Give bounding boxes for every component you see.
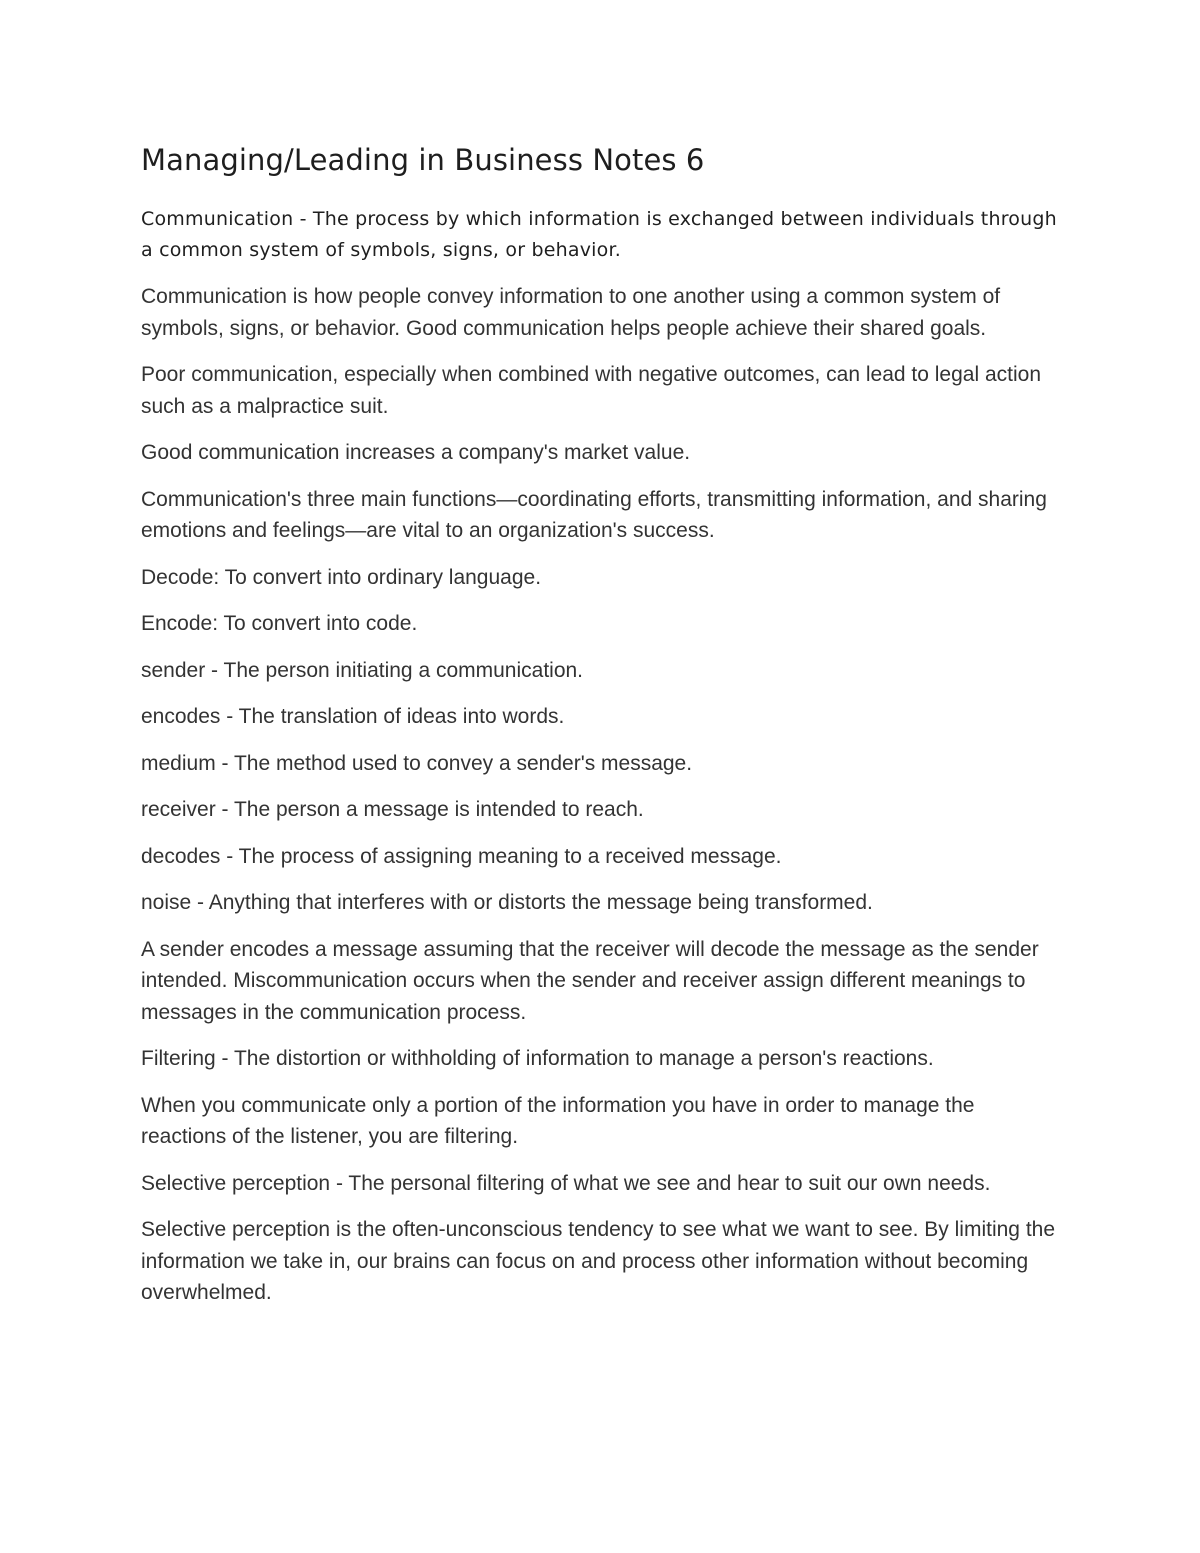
paragraph: Selective perception - The personal filtering of what we see and hear to suit our own needs. (141, 1171, 991, 1195)
paragraph: medium - The method used to convey a sender's message. (141, 751, 693, 775)
paragraph: Decode: To convert into ordinary language. (141, 565, 542, 589)
paragraph: When you communicate only a portion of the information you have in order to manage the reactions of the listener, you are filtering. (141, 1093, 975, 1148)
paragraph: Communication is how people convey information to one another using a common system of symbols, signs, or behavior. Good communication helps people achieve their shared goals. (141, 285, 1001, 340)
paragraph: Communication - The process by which information is exchanged between individuals through a common system of symbols, signs, or behavior. (141, 208, 1057, 261)
paragraph: Good communication increases a company's market value. (141, 441, 691, 464)
paragraph: A sender encodes a message assuming that the receiver will decode the message as the sender intended. Miscommunication occurs when the sender and receiver assign different meanings to messages in the communication process. (141, 937, 1039, 1024)
paragraph: sender - The person initiating a communication. (141, 658, 584, 682)
paragraph: Poor communication, especially when combined with negative outcomes, can lead to legal action such as a malpractice suit. (141, 363, 1042, 418)
paragraph: encodes - The translation of ideas into words. (141, 705, 565, 728)
paragraph: decodes - The process of assigning meaning to a received message. (141, 844, 782, 868)
document-title: Managing/Leading in Business Notes 6 (141, 143, 705, 177)
paragraph: Communication's three main functions—coordinating efforts, transmitting information, and sharing emotions and feelings—are vital to an organization's success. (141, 487, 1047, 542)
paragraph: noise - Anything that interferes with or distorts the message being transformed. (141, 891, 873, 914)
paragraph: Selective perception is the often-unconscious tendency to see what we want to see. By limiting the information we take in, our brains can focus on and process other information without becoming overwhelmed. (141, 1218, 1056, 1304)
paragraph: receiver - The person a message is intended to reach. (141, 798, 644, 821)
paragraph: Encode: To convert into code. (141, 612, 418, 635)
paragraph: Filtering - The distortion or withholding of information to manage a person's reactions. (141, 1047, 934, 1070)
document-body (141, 138, 1061, 1324)
